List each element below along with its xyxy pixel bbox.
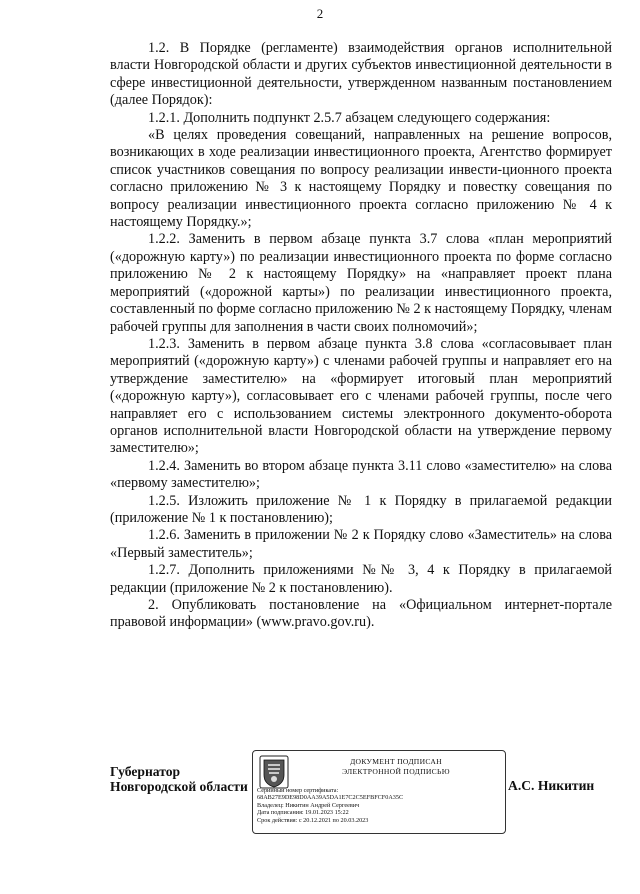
stamp-header <box>293 757 499 777</box>
stamp-header-line: ЭЛЕКТРОННОЙ ПОДПИСЬЮ <box>342 767 450 776</box>
stamp-signed-date: Дата подписания: 19.01.2023 15:22 <box>257 809 349 817</box>
paragraph: 1.2.7. Дополнить приложениями №№ 3, 4 к Порядку в прилагаемой редакции (приложение № 2 к постановлению). <box>110 562 612 596</box>
stamp-cert-label: Серийный номер сертификата: <box>257 787 339 794</box>
stamp-cert-number: 68AB27E9DE98D0AA39A5DA1E7C2C5EFBFCF0A35C <box>257 794 404 802</box>
stamp-valid-period: Срок действия: с 20.12.2021 по 20.03.2023 <box>257 816 369 824</box>
signatory-title <box>110 764 248 794</box>
paragraph: 1.2.4. Заменить во втором абзаце пункта 3.11 слово «заместителю» на слова «первому заместителю»; <box>110 457 612 492</box>
electronic-signature-stamp <box>252 750 506 834</box>
signatory-name: А.С. Никитин <box>508 778 595 793</box>
paragraph: 1.2.2. Заменить в первом абзаце пункта 3.7 слова «план мероприятий («дорожную карту») по реализации инвестиционного проекта по форме согласно приложению № 2 к настоящему Порядку» на «направляет проект плана мероприятий («дорожной карты») по реализации инвестиционного проекта, составленный по форме согласно приложению № 2 к настоящему Порядку, членам рабочей группы для заполнения в части своих полномочий»; <box>110 231 612 335</box>
stamp-owner: Владелец: Никитин Андрей Сергеевич <box>257 801 360 809</box>
signatory-title-line: Новгородской области <box>110 779 248 794</box>
signatory-title-line: Губернатор <box>110 764 181 779</box>
signature-block <box>0 750 640 880</box>
paragraph: 1.2. В Порядке (регламенте) взаимодействия органов исполнительной власти Новгородской области и других субъектов инвестиционной деятельности в сфере инвестиционной деятельности, утвержденном названным постановлением (далее Порядок): <box>110 40 612 109</box>
stamp-details <box>257 787 503 824</box>
document-body <box>110 40 612 632</box>
coat-of-arms-icon <box>259 755 289 789</box>
page-number: 2 <box>316 6 324 21</box>
paragraph: 1.2.1. Дополнить подпункт 2.5.7 абзацем следующего содержания: <box>148 109 551 126</box>
paragraph: «В целях проведения совещаний, направленных на решение вопросов, возникающих в ходе реализации инвестиционного проекта, Агентство формирует список участников совещания по вопросу реализации инвести-ционного проекта согласно приложению № 3 к настоящему Порядку и повестку совещания по вопросу реализации инвестиционного проекта согласно приложению № 4 к настоящему Порядку.»; <box>110 127 612 231</box>
paragraph: 1.2.3. Заменить в первом абзаце пункта 3.8 слова «согласовывает план мероприятий («дорожную карту») с членами рабочей группы и направляет его на утверждение заместителю» на «формирует итоговый план мероприятий («дорожную карту»), согласовывает его с членами рабочей группы, после чего направляет его с использованием системы электронного документо-оборота органов исполнительной власти Новгородской области на утверждение первому заместителю»; <box>110 335 612 457</box>
paragraph: 1.2.6. Заменить в приложении № 2 к Порядку слово «Заместитель» на слова «Первый заместитель»; <box>110 527 612 561</box>
stamp-header-line: ДОКУМЕНТ ПОДПИСАН <box>350 757 442 766</box>
paragraph: 1.2.5. Изложить приложение № 1 к Порядку в прилагаемой редакции (приложение № 1 к постановлению); <box>110 492 612 526</box>
paragraph: 2. Опубликовать постановление на «Официальном интернет-портале правовой информации» (www.pravo.gov.ru). <box>110 597 612 631</box>
